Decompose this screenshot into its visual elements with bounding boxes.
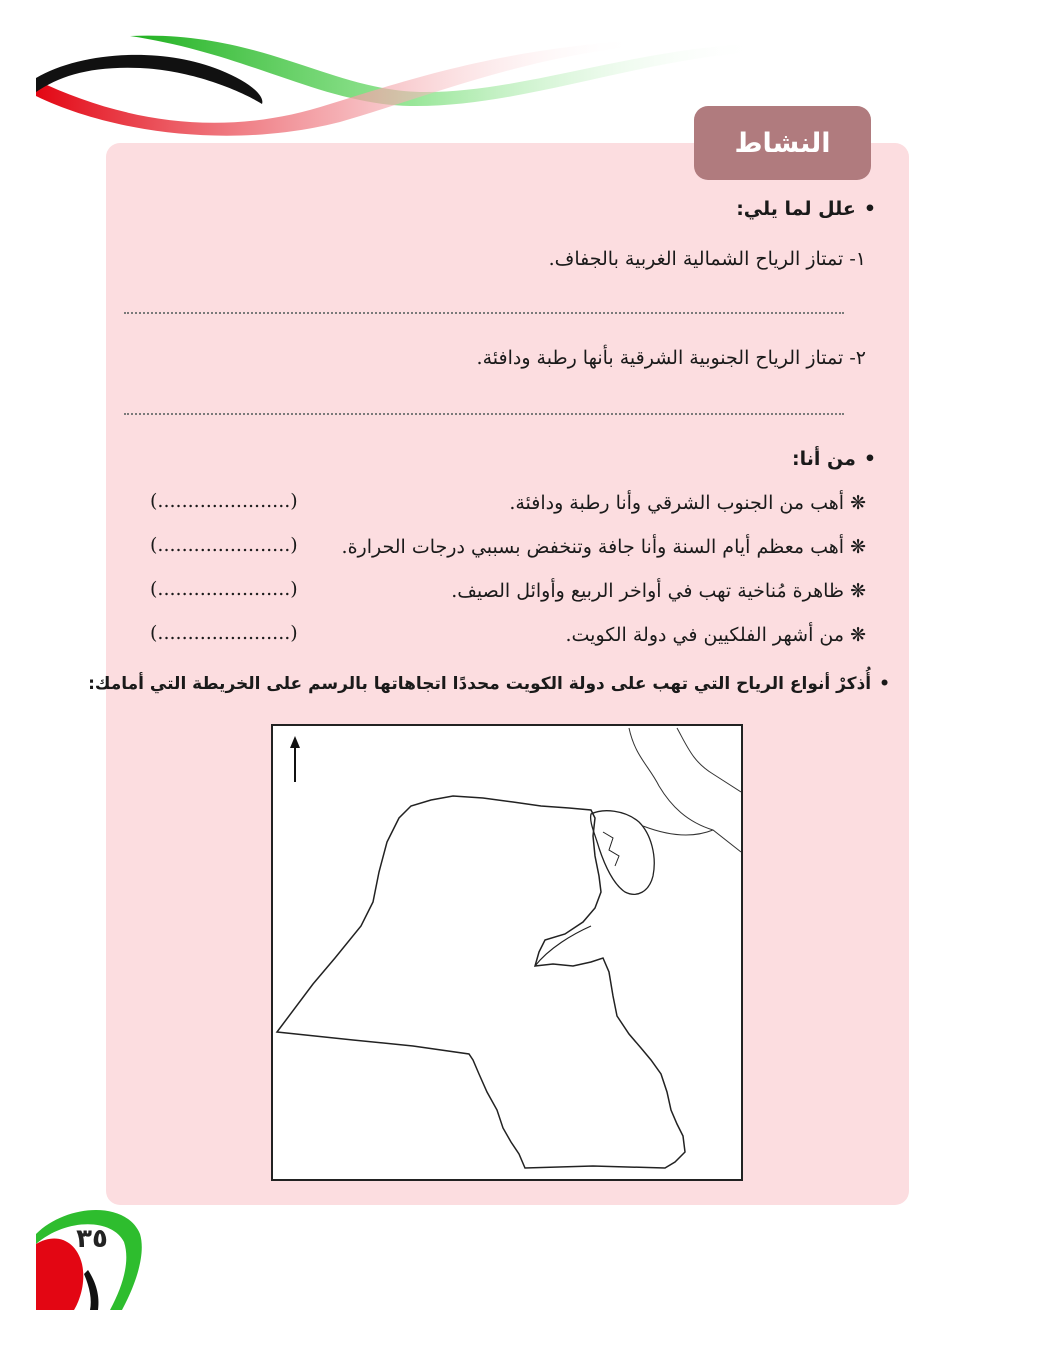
who-am-i-item-2: ❋ أهب معظم أيام السنة وأنا جافة وتنخفض بسببي درجات الحرارة. [341,536,866,558]
who-am-i-answer-3[interactable]: (......................) [150,578,298,600]
who-am-i-item-1: ❋ أهب من الجنوب الشرقي وأنا رطبة ودافئة. [509,492,866,514]
answer-line-1[interactable] [124,312,844,314]
who-am-i-answer-1[interactable]: (......................) [150,490,298,512]
explain-heading: • علل لما يلي: [736,198,876,220]
who-am-i-answer-2[interactable]: (......................) [150,534,298,556]
who-am-i-heading: • من أنا: [792,448,876,470]
who-am-i-answer-4[interactable]: (......................) [150,622,298,644]
page-number: ٣٥ [76,1224,108,1254]
activity-tab-title: النشاط [694,106,871,180]
answer-line-2[interactable] [124,413,844,415]
who-am-i-item-3: ❋ ظاهرة مُناخية تهب في أواخر الربيع وأوائل الصيف. [451,580,866,602]
explain-item-1: ١- تمتاز الرياح الشمالية الغربية بالجفاف. [548,248,866,270]
kuwait-outline-map [273,726,741,1179]
map-task-heading: • أُذكرْ أنواع الرياح التي تهب على دولة الكويت محددًا اتجاهاتها بالرسم على الخريطة التي أمامك: [88,674,890,694]
explain-item-2: ٢- تمتاز الرياح الجنوبية الشرقية بأنها رطبة ودافئة. [476,347,866,369]
page-number-decoration [36,1204,146,1310]
who-am-i-item-4: ❋ من أشهر الفلكيين في دولة الكويت. [565,624,866,646]
kuwait-map-box[interactable] [271,724,743,1181]
north-arrow-icon [290,736,300,782]
flag-ribbon-decoration [0,0,1062,160]
